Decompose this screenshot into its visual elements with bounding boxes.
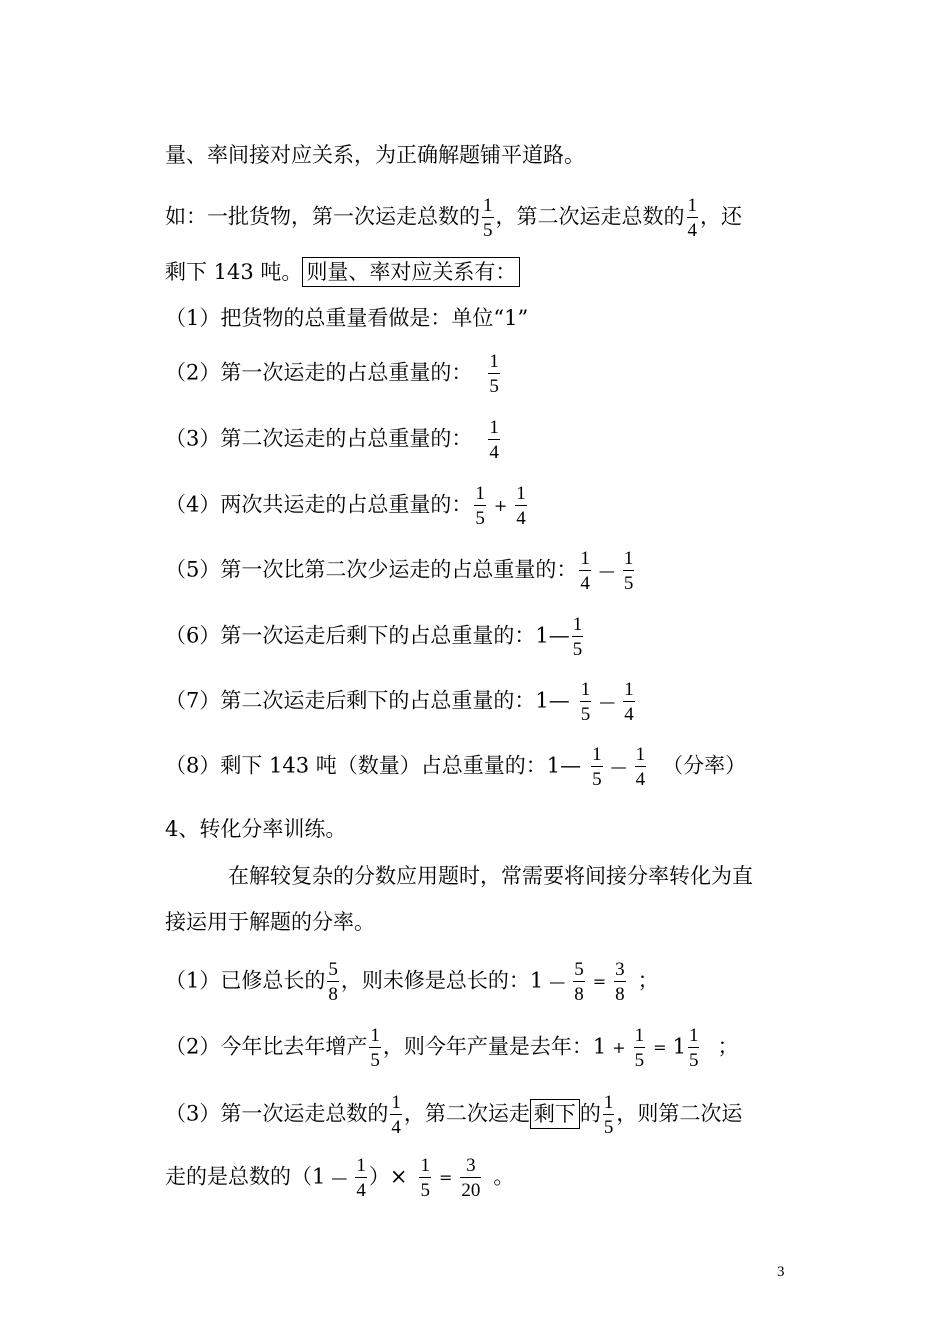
text: 如：一批货物，第一次运走总数的 [165, 204, 480, 229]
example-line-2 [165, 262, 520, 283]
boxed-text: 剩下 [530, 1099, 580, 1129]
list-item: （4）两次共运走的占总重量的： $\frac{1}{5}$ + $\frac{1}{4}$ [165, 483, 526, 529]
exercise-line: （3）第一次运走总数的 $\frac{1}{4}$ ，第二次运走 剩下 的 $\frac{1}{5}$ ，则第二次运 [165, 1092, 743, 1138]
list-item: （6）第一次运走后剩下的占总重量的：1— $\frac{1}{5}$ [165, 614, 583, 660]
example-line [165, 196, 742, 240]
list-item: （7）第二次运走后剩下的占总重量的：1— $\frac{1}{5}$ — $\frac{1}{4}$ [165, 679, 634, 725]
fraction: $\frac{1}{5}$ [634, 1025, 645, 1071]
list-item: （3）第二次运走的占总重量的： $\frac{1}{4}$ [165, 417, 499, 463]
boxed-text: 则量、率对应关系有： [302, 257, 520, 287]
fraction: $\frac{1}{5}$ [688, 1025, 699, 1071]
fraction: $\frac{1}{4}$ [356, 1155, 366, 1201]
fraction: $\frac{1}{4}$ [624, 679, 634, 725]
fraction: $\frac{1}{5}$ [475, 483, 485, 529]
text: ，还 [700, 204, 742, 229]
fraction: $\frac{5}{8}$ [574, 959, 584, 1005]
text: ，第二次运走总数的 [495, 204, 685, 229]
fraction: $\frac{1}{4}$ [635, 744, 646, 790]
exercise-line: 走的是总数的（1 — $\frac{1}{4}$ ）× $\frac{1}{5}$ = $\frac{3}{20}$ 。 [165, 1155, 515, 1201]
fraction: $\frac{1}{5}$ [420, 1155, 430, 1201]
fraction: $\frac{1}{4}$ [516, 483, 526, 529]
list-item: （5）第一次比第二次少运走的占总重量的： $\frac{1}{4}$ — $\frac{1}{5}$ [165, 548, 634, 594]
paragraph-line: 接运用于解题的分率。 [165, 910, 375, 934]
section-heading: 4、转化分率训练。 [165, 817, 347, 841]
fraction: $\frac{1}{5}$ [592, 744, 602, 790]
fraction: $\frac{1}{4}$ [489, 417, 499, 463]
fraction: $\frac{1}{5}$ [580, 679, 591, 725]
paragraph-line: 在解较复杂的分数应用题时，常需要将间接分率转化为直 [228, 864, 753, 888]
fraction: $\frac{1}{5}$ [483, 195, 493, 241]
fraction: $\frac{1}{4}$ [580, 548, 590, 594]
text: 量、率间接对应关系，为正确解题铺平道路。 [165, 143, 585, 167]
text: 剩下 143 吨。 [165, 260, 303, 284]
page-number: 3 [777, 1264, 785, 1280]
fraction: $\frac{1}{4}$ [687, 195, 697, 241]
fraction: $\frac{5}{8}$ [328, 959, 338, 1005]
list-item: （8）剩下 143 吨（数量）占总重量的：1— $\frac{1}{5}$ — $\frac{1}{4}$ （分率） [165, 744, 747, 790]
exercise-line: （2）今年比去年增产 $\frac{1}{5}$ ，则今年产量是去年：1 + $\frac{1}{5}$ = 1 $\frac{1}{5}$ ； [165, 1025, 739, 1071]
list-item: （1）把货物的总重量看做是：单位“1” [165, 306, 529, 330]
fraction: $\frac{3}{8}$ [615, 959, 625, 1005]
fraction: $\frac{1}{5}$ [370, 1025, 380, 1071]
list-item: （2）第一次运走的占总重量的： $\frac{1}{5}$ [165, 351, 499, 397]
fraction: $\frac{3}{20}$ [461, 1155, 481, 1201]
exercise-line: （1）已修总长的 $\frac{5}{8}$ ，则未修是总长的：1 — $\frac{5}{8}$ = $\frac{3}{8}$ ； [165, 959, 659, 1005]
fraction: $\frac{1}{4}$ [391, 1092, 401, 1138]
fraction: $\frac{1}{5}$ [623, 548, 634, 594]
fraction: $\frac{1}{5}$ [572, 614, 583, 660]
fraction: $\frac{1}{5}$ [603, 1092, 614, 1138]
fraction: $\frac{1}{5}$ [489, 351, 499, 397]
paragraph-line [165, 145, 585, 166]
